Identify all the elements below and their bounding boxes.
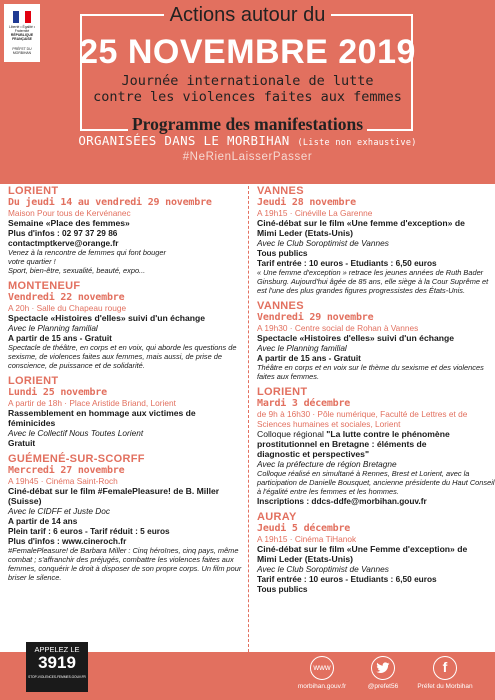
- event-title-2: Mimi Leder (Etats-Unis): [257, 554, 353, 564]
- event-vannes-spectacle: [257, 300, 495, 381]
- twitter-label: @prefet56: [367, 683, 399, 690]
- left-column: [8, 185, 246, 587]
- footer-facebook[interactable]: [410, 656, 480, 690]
- twitter-icon: [371, 656, 395, 680]
- event-partner: Avec le Planning familial: [8, 323, 98, 333]
- subtitle: [0, 73, 495, 105]
- event-date: Jeudi 28 novembre: [257, 197, 356, 208]
- event-title-1: Ciné-débat sur le film #FemalePleasure! de B. Miller: [8, 486, 220, 496]
- footer-website[interactable]: [287, 656, 357, 690]
- event-vannes-cine-debat: [257, 185, 495, 295]
- hotline-call: APPELEZ LE: [34, 645, 80, 654]
- event-city: LORIENT: [8, 375, 59, 387]
- event-partner: Avec le CIDFF et Juste Doc: [8, 506, 111, 516]
- event-partner: Avec la préfecture de région Bretagne: [257, 459, 397, 469]
- event-date: Jeudi 5 décembre: [257, 523, 351, 534]
- subtitle-line-2: contre les violences faites aux femmes: [93, 89, 402, 105]
- event-date: Vendredi 29 novembre: [257, 312, 374, 323]
- event-title-2: (Suisse): [8, 496, 42, 506]
- event-location: A 19h15 · Cinéma TiHanok: [257, 534, 357, 544]
- event-date: Vendredi 22 novembre: [8, 292, 125, 303]
- event-title-main: "La lutte contre le phénomène: [326, 429, 450, 439]
- event-partner: Avec le Club Soroptimist de Vannes: [257, 564, 389, 574]
- organised-note: (Liste non exhaustive): [297, 138, 417, 148]
- event-title-2: Mimi Leder (Etats-Unis): [257, 228, 353, 238]
- organised-line: ORGANISÉES DANS LE MORBIHAN (Liste non exhaustive): [78, 133, 417, 148]
- event-city: LORIENT: [257, 386, 308, 398]
- event-lorient-rassemblement: [8, 375, 246, 448]
- title-date: 25 NOVEMBRE 2019: [79, 33, 416, 71]
- header-banner: [0, 0, 495, 184]
- event-price: A partir de 15 ans - Gratuit: [257, 353, 361, 363]
- hotline-3919-badge[interactable]: [26, 642, 88, 692]
- event-city: AURAY: [257, 511, 297, 523]
- event-auray-cine-debat: [257, 511, 495, 594]
- event-email[interactable]: contactmptkerve@orange.fr: [8, 238, 119, 248]
- event-date: Mardi 3 décembre: [257, 398, 351, 409]
- event-audience: Tous publics: [257, 248, 308, 258]
- event-desc-3: Sport, bien-être, sexualité, beauté, expo...: [8, 266, 146, 275]
- event-title-2: féminicides: [8, 418, 56, 428]
- event-price: Tarif entrée : 10 euros - Etudiants : 6,50 euros: [257, 258, 437, 268]
- event-age: A partir de 14 ans: [8, 516, 78, 526]
- event-monteneuf-spectacle: [8, 280, 246, 370]
- event-location: A 19h45 · Cinéma Saint-Roch: [8, 476, 118, 486]
- hotline-number: 3919: [38, 653, 76, 672]
- footer-twitter[interactable]: [348, 656, 418, 690]
- facebook-label: Préfet du Morbihan: [417, 683, 473, 690]
- event-desc: « Une femme d'exception » retrace les jeunes années de Ruth Bader Ginsburg. Aujourd'hui âgée de 85 ans, elle siège à la Cour Suprême et est l'une des plus grandes figures progressistes des États-Unis.: [257, 268, 489, 295]
- program-title: Programme des manifestations: [0, 114, 495, 135]
- hashtag: #NeRienLaisserPasser: [182, 151, 313, 163]
- event-website[interactable]: Plus d'infos : www.cineroch.fr: [8, 536, 127, 546]
- event-title-1: Rassemblement en hommage aux victimes de: [8, 408, 196, 418]
- event-desc: #FemalePleasure! de Barbara Miller : Cinq héroïnes, cinq pays, même combat ; s'affranchir des préjugés, combattre les violences faites aux femmes, conquérir le droit à disposer de son propre corps. Un film pour briser le silence.: [8, 546, 242, 582]
- event-title-1: Ciné-débat sur le film «Une Femme d'exception» de: [257, 544, 468, 554]
- event-price: Plein tarif : 6 euros - Tarif réduit : 5 euros: [8, 526, 170, 536]
- facebook-icon: f: [433, 656, 457, 680]
- event-partner: Avec le Collectif Nous Toutes Lorient: [8, 428, 144, 438]
- event-guemene-cine-debat: [8, 453, 246, 582]
- event-city: VANNES: [257, 300, 304, 312]
- logo-republic: RÉPUBLIQUE FRANÇAISE: [10, 33, 34, 41]
- event-location: de 9h à 16h30 · Pôle numérique, Faculté de Lettres et de Sciences humaines et sociales, Lorient: [257, 409, 468, 429]
- event-date: Mercredi 27 novembre: [8, 465, 125, 476]
- event-partner: Avec le Planning familial: [257, 343, 347, 353]
- event-title: Spectacle «Histoires d'elles» suivi d'un échange: [8, 313, 206, 323]
- event-lorient-place-des-femmes: [8, 185, 246, 275]
- event-city: GUÉMENÉ-SUR-SCORFF: [8, 453, 145, 465]
- event-title-prefix: Colloque régional: [257, 429, 327, 439]
- event-date: Du jeudi 14 au vendredi 29 novembre: [8, 197, 212, 208]
- event-desc-1: Venez à la rencontre de femmes qui font bouger: [8, 248, 166, 257]
- event-location: A 19h15 · Cinéville La Garenne: [257, 208, 373, 218]
- event-price: Tarif entrée : 10 euros - Etudiants : 6,50 euros: [257, 574, 437, 584]
- event-partner: Avec le Club Soroptimist de Vannes: [257, 238, 389, 248]
- event-info-phone: Plus d'infos : 02 97 37 29 86: [8, 228, 118, 238]
- event-desc: Colloque réalisé en simultané à Rennes, Brest et Lorient, avec la participation de Danielle Bousquet, ancienne présidente du Haut Conseil à l'égalité entre les femmes et les hommes.: [257, 469, 495, 496]
- event-registration[interactable]: Inscriptions : ddcs-ddfe@morbihan.gouv.fr: [257, 496, 427, 506]
- event-city: VANNES: [257, 185, 304, 197]
- subtitle-line-1: Journée internationale de lutte: [121, 73, 374, 89]
- logo-motto: Liberté • Égalité • Fraternité: [9, 25, 35, 33]
- event-location: Maison Pour tous de Kervénanec: [8, 208, 131, 218]
- event-price: Gratuit: [8, 438, 36, 448]
- event-title: Semaine «Place des femmes»: [8, 218, 130, 228]
- event-location: A 19h30 · Centre social de Rohan à Vannes: [257, 323, 419, 333]
- event-desc: Théâtre en corps et en voix sur le thème du sexisme et des violences faites aux femmes.: [257, 363, 484, 381]
- website-label: morbihan.gouv.fr: [297, 683, 347, 690]
- event-title-3: diagnostic et perspectives": [257, 449, 370, 459]
- event-title-2: prostitutionnel en Bretagne : éléments de: [257, 439, 427, 449]
- event-title: Spectacle «Histoires d'elles» suivi d'un échange: [257, 333, 455, 343]
- right-column: [257, 185, 495, 599]
- logo-prefect: PRÉFET DU MORBIHAN: [12, 47, 32, 55]
- event-location: A 20h · Salle du Chapeau rouge: [8, 303, 127, 313]
- event-price: A partir de 15 ans - Gratuit: [8, 333, 112, 343]
- hotline-site: STOP-VIOLENCES-FEMMES.GOUV.FR: [28, 675, 86, 679]
- title-top: Actions autour du: [0, 4, 495, 27]
- globe-icon: www: [310, 656, 334, 680]
- event-lorient-colloque: [257, 386, 495, 506]
- event-desc: Spectacle de théâtre, en corps et en voix, qui aborde les questions de sexisme, de violences faites aux femmes, mais aussi, de prise de conscience, de puissance et de solidarité.: [8, 343, 237, 370]
- event-city: MONTENEUF: [8, 280, 81, 292]
- event-desc-2: votre quartier !: [8, 257, 56, 266]
- event-title-1: [257, 429, 495, 439]
- event-location: A partir de 18h · Place Aristide Briand, Lorient: [8, 398, 176, 408]
- event-audience: Tous publics: [257, 584, 308, 594]
- event-date: Lundi 25 novembre: [8, 387, 107, 398]
- event-city: LORIENT: [8, 185, 59, 197]
- column-divider: [248, 186, 249, 652]
- event-title-1: Ciné-débat sur le film «Une femme d'exception» de: [257, 218, 465, 228]
